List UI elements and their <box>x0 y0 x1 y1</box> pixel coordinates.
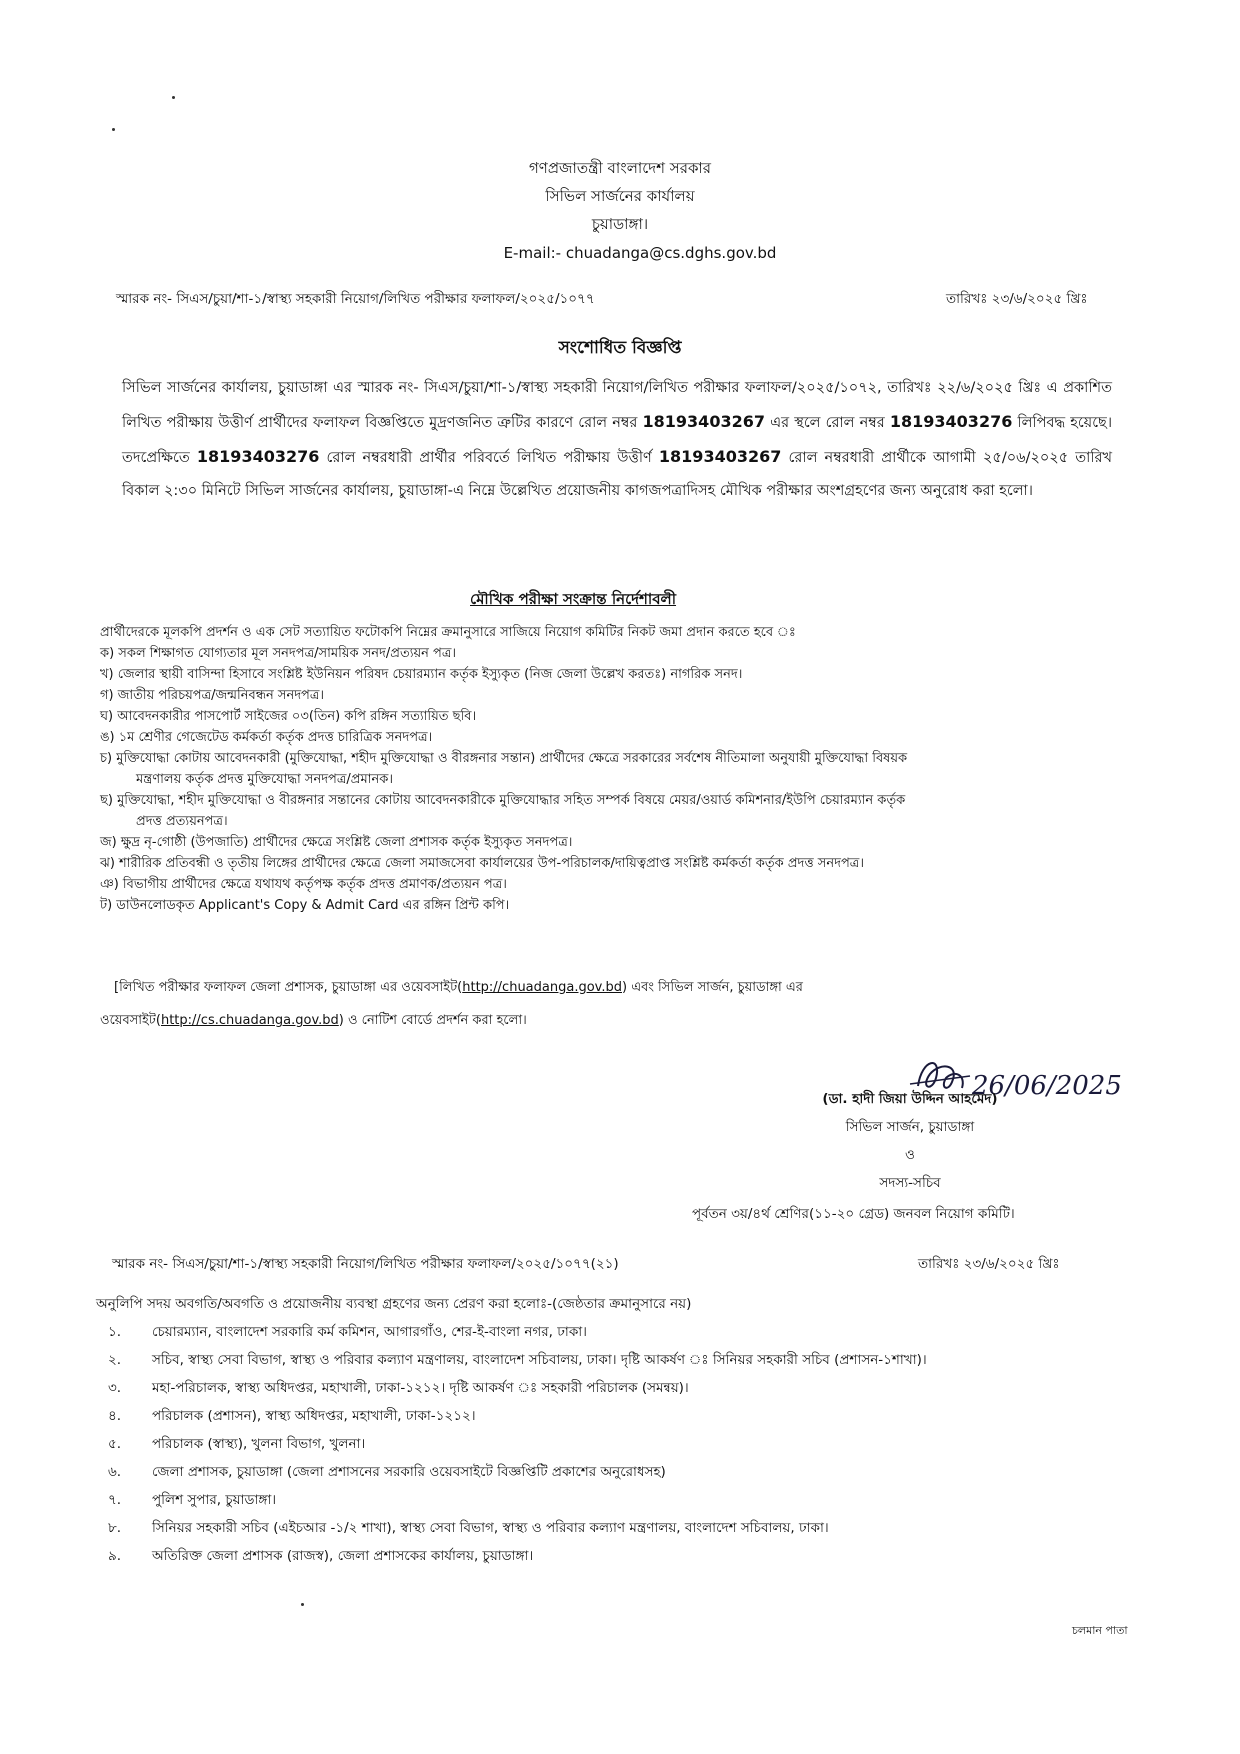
office-name: সিভিল সার্জনের কার্যালয় <box>545 187 695 205</box>
copy-item: ১. চেয়ারম্যান, বাংলাদেশ সরকারি কর্ম কমিশন, আগারগাঁও, শের-ই-বাংলা নগর, ঢাকা। <box>108 1324 588 1340</box>
roll-number-a-repeat: 18193403267 <box>658 447 782 466</box>
roll-number-a: 18193403267 <box>642 412 765 431</box>
roll-number-b: 18193403276 <box>889 412 1013 431</box>
website-note-line1: [লিখিত পরীক্ষার ফলাফল জেলা প্রশাসক, চুয়াডাঙ্গা এর ওয়েবসাইট(http://chuadanga.gov.bd) এবং সিভিল সার্জন, চুয়াডাঙ্গা এর <box>114 980 803 995</box>
instruction-item: ক) সকল শিক্ষাগত যোগ্যতার মূল সনদপত্র/সাময়িক সনদ/প্রত্যয়ন পত্র। <box>100 646 457 661</box>
speck-top <box>172 96 175 99</box>
instruction-item: গ) জাতীয় পরিচয়পত্র/জন্মনিবন্ধন সনদপত্র। <box>100 688 325 703</box>
copy-item: ৯. অতিরিক্ত জেলা প্রশাসক (রাজস্ব), জেলা প্রশাসকের কার্যালয়, চুয়াডাঙ্গা। <box>108 1548 534 1564</box>
copies-list <box>108 1318 927 1570</box>
continued-page-note: চলমান পাতা <box>1072 1624 1128 1637</box>
instruction-item: খ) জেলার স্থায়ী বাসিন্দা হিসাবে সংশ্লিষ্ট ইউনিয়ন পরিষদ চেয়ারম্যান কর্তৃক ইস্যুকৃত (নিজ জেলা উল্লেখ করতঃ) নাগরিক সনদ। <box>100 667 743 682</box>
memo2-date: তারিখঃ ২৩/৬/২০২৫ খ্রিঃ <box>918 1256 1060 1272</box>
copy-item: ৪. পরিচালক (প্রশাসন), স্বাস্থ্য অধিদপ্তর, মহাখালী, ঢাকা-১২১২। <box>108 1408 476 1424</box>
instructions-intro: প্রার্থীদেরকে মূলকপি প্রদর্শন ও এক সেট সত্যায়িত ফটোকপি নিম্নের ক্রমানুসারে সাজিয়ে নিয়োগ কমিটির নিকট জমা প্রদান করতে হবে ঃ <box>100 625 796 640</box>
signatory-role: সদস্য-সচিব <box>879 1175 941 1191</box>
signatory-designation: সিভিল সার্জন, চুয়াডাঙ্গা <box>845 1119 975 1135</box>
notice-title: সংশোধিত বিজ্ঞপ্তি <box>558 338 682 358</box>
notice-text-5: রোল নম্বরধারী প্রার্থীকে আগামী ২৫/০৬/২০২৫ তারিখ বিকাল ২:৩০ মিনিটে সিভিল সার্জনের কার্যালয়, চুয়াডাঙ্গা-এ নিম্নে উল্লেখিত প্রয়োজনীয় কাগজপত্রাদিসহ মৌখিক পরীক্ষার অংশগ্রহণের জন্য অনুরোধ করা হলো। <box>122 450 1113 499</box>
cs-website-link[interactable]: http://cs.chuadanga.gov.bd <box>160 1013 339 1028</box>
notice-text-3: লিপিবদ্ধ হয়েছে। তদপ্রেক্ষিতে <box>122 415 1113 466</box>
roll-number-b-repeat: 18193403276 <box>196 447 320 466</box>
signatory-name: (ডা. হাদী জিয়া উদ্দিন আহমেদ) <box>822 1091 998 1107</box>
dc-website-link[interactable]: http://chuadanga.gov.bd <box>462 980 622 995</box>
memo2-ref: স্মারক নং- সিএস/চুয়া/শা-১/স্বাস্থ্য সহকারী নিয়োগ/লিখিত পরীক্ষার ফলাফল/২০২৫/১০৭৭(২১) <box>112 1256 619 1272</box>
speck-top-left <box>112 128 115 131</box>
copies-intro: অনুলিপি সদয় অবগতি/অবগতি ও প্রয়োজনীয় ব্যবস্থা গ্রহণের জন্য প্রেরণ করা হলোঃ-(জেষ্ঠতার ক্রমানুসারে নয়) <box>96 1296 692 1312</box>
speck-bottom <box>301 1603 304 1606</box>
instruction-item-cont: প্রদত্ত প্রত্যয়নপত্র। <box>136 814 228 829</box>
instructions-list <box>100 622 1140 916</box>
instruction-item: ঙ) ১ম শ্রেণীর গেজেটেড কর্মকর্তা কর্তৃক প্রদত্ত চারিত্রিক সনদপত্র। <box>100 730 433 745</box>
committee-name: পূর্বতন ৩য়/৪র্থ শ্রেণির(১১-২০ গ্রেড) জনবল নিয়োগ কমিটি। <box>692 1206 1015 1222</box>
website-note-line2: ওয়েবসাইট(http://cs.chuadanga.gov.bd) ও নোটিশ বোর্ডে প্রদর্শন করা হলো। <box>100 1013 527 1028</box>
notice-text-4: রোল নম্বরধারী প্রার্থীর পরিবর্তে লিখিত পরীক্ষায় উত্তীর্ণ <box>326 450 652 466</box>
copy-item: ৩. মহা-পরিচালক, স্বাস্থ্য অধিদপ্তর, মহাখালী, ঢাকা-১২১২। দৃষ্টি আকর্ষণ ঃ সহকারী পরিচালক (সমন্বয়)। <box>108 1380 689 1396</box>
copy-item: ২. সচিব, স্বাস্থ্য সেবা বিভাগ, স্বাস্থ্য ও পরিবার কল্যাণ মন্ত্রণালয়, বাংলাদেশ সচিবালয়, ঢাকা। দৃষ্টি আকর্ষণ ঃ সিনিয়র সহকারী সচিব (প্রশাসন-১শাখা)। <box>108 1352 927 1368</box>
instruction-item: ট) ডাউনলোডকৃত Applicant's Copy & Admit Card এর রঙ্গিন প্রিন্ট কপি। <box>100 898 510 913</box>
instruction-item-cont: মন্ত্রণালয় কর্তৃক প্রদত্ত মুক্তিযোদ্ধা সনদপত্র/প্রমানক। <box>136 772 394 787</box>
copy-item: ৬. জেলা প্রশাসক, চুয়াডাঙ্গা (জেলা প্রশাসনের সরকারি ওয়েবসাইটে বিজ্ঞপ্তিটি প্রকাশের অনুরোধসহ) <box>108 1464 666 1480</box>
copy-item: ৭. পুলিশ সুপার, চুয়াডাঙ্গা। <box>108 1492 277 1508</box>
office-email: E-mail:- chuadanga@cs.dghs.gov.bd <box>503 244 777 262</box>
notice-body <box>122 372 1112 508</box>
copy-item: ৫. পরিচালক (স্বাস্থ্য), খুলনা বিভাগ, খুলনা। <box>108 1436 366 1452</box>
instruction-item: ঞ) বিভাগীয় প্রার্থীদের ক্ষেত্রে যথাযথ কর্তৃপক্ষ কর্তৃক প্রদত্ত প্রমাণক/প্রত্যয়ন পত্র। <box>100 877 507 892</box>
instruction-item: ঘ) আবেদনকারীর পাসপোর্ট সাইজের ০৩(তিন) কপি রঙ্গিন সত্যায়িত ছবি। <box>100 709 477 724</box>
instruction-item: জ) ক্ষুদ্র নৃ-গোষ্ঠী (উপজাতি) প্রার্থীদের ক্ষেত্রে সংশ্লিষ্ট জেলা প্রশাসক কর্তৃক ইস্যুকৃত সনদপত্র। <box>100 835 573 850</box>
notice-text-2: এর স্থলে রোল নম্বর <box>770 415 885 431</box>
instruction-item: ঝ) শারীরিক প্রতিবন্ধী ও তৃতীয় লিঙ্গের প্রার্থীদের ক্ষেত্রে জেলা সমাজসেবা কার্যালয়ের উপ-পরিচালক/দায়িত্বপ্রাপ্ত সংশ্লিষ্ট কর্মকর্তা কর্তৃক প্রদত্ত সনদপত্র। <box>100 856 864 871</box>
signature-block <box>790 1085 1030 1197</box>
signatory-and: ও <box>905 1147 915 1163</box>
memo-date: তারিখঃ ২৩/৬/২০২৫ খ্রিঃ <box>946 291 1088 307</box>
copy-item: ৮. সিনিয়র সহকারী সচিব (এইচআর -১/২ শাখা), স্বাস্থ্য সেবা বিভাগ, স্বাস্থ্য ও পরিবার কল্যাণ মন্ত্রণালয়, বাংলাদেশ সচিবালয়, ঢাকা। <box>108 1520 829 1536</box>
signature-date: 26/06/2025 <box>972 1071 1122 1101</box>
instruction-item: চ) মুক্তিযোদ্ধা কোটায় আবেদনকারী (মুক্তিযোদ্ধা, শহীদ মুক্তিযোদ্ধা ও বীরঙ্গনার সন্তান) প্রার্থীদের ক্ষেত্রে সরকারের সর্বশেষ নীতিমালা অনুযায়ী মুক্তিযোদ্ধা বিষয়ক <box>100 751 908 766</box>
instructions-title: মৌখিক পরীক্ষা সংক্রান্ত নির্দেশাবলী <box>470 590 677 608</box>
notice-text-1: সিভিল সার্জনের কার্যালয়, চুয়াডাঙ্গা এর স্মারক নং- সিএস/চুয়া/শা-১/স্বাস্থ্য সহকারী নিয়োগ/লিখিত পরীক্ষার ফলাফল/২০২৫/১০৭২, তারিখঃ ২২/৬/২০২৫ খ্রিঃ এ প্রকাশিত লিখিত পরীক্ষায় উত্তীর্ণ প্রার্থীদের ফলাফল বিজ্ঞপ্তিতে মুদ্রণজনিত ত্রুটির কারণে রোল নম্বর <box>122 380 1112 431</box>
govt-name: গণপ্রজাতন্ত্রী বাংলাদেশ সরকার <box>528 159 712 177</box>
instruction-item: ছ) মুক্তিযোদ্ধা, শহীদ মুক্তিযোদ্ধা ও বীরঙ্গনার সন্তানের কোটায় আবেদনকারীকে মুক্তিযোদ্ধার সহিত সম্পর্ক বিষয়ে মেয়র/ওয়ার্ড কমিশনার/ইউপি চেয়ারম্যান কর্তৃক <box>100 793 906 808</box>
memo-ref: স্মারক নং- সিএস/চুয়া/শা-১/স্বাস্থ্য সহকারী নিয়োগ/লিখিত পরীক্ষার ফলাফল/২০২৫/১০৭৭ <box>116 291 595 307</box>
office-location: চুয়াডাঙ্গা। <box>591 215 649 233</box>
